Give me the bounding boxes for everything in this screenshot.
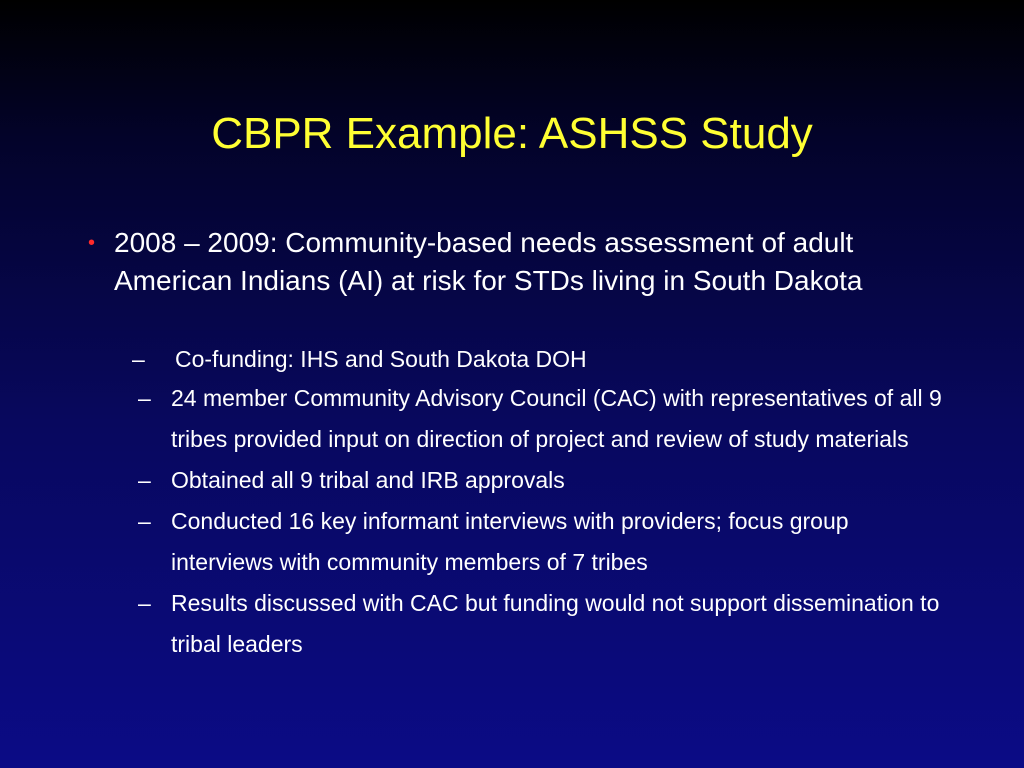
slide-title: CBPR Example: ASHSS Study (211, 109, 813, 158)
sub-bullet-item (128, 501, 948, 583)
sub-bullet-marker: – (138, 590, 151, 616)
sub-bullet-marker: – (138, 385, 151, 411)
sub-bullet-item (128, 340, 948, 378)
sub-bullet-marker: – (132, 346, 145, 372)
sub-bullet-text: Obtained all 9 tribal and IRB approvals (171, 467, 565, 493)
main-bullet-text: 2008 – 2009: Community-based needs assessment of adult American Indians (AI) at risk for STDs living in South Dakota (114, 227, 863, 296)
sub-bullet-item (128, 378, 948, 460)
sub-bullet-list (128, 340, 948, 665)
sub-bullet-marker: – (138, 467, 151, 493)
sub-bullet-item (128, 460, 948, 501)
sub-bullet-text: Results discussed with CAC but funding would not support dissemination to tribal leaders (171, 590, 940, 657)
sub-bullet-text: 24 member Community Advisory Council (CAC) with representatives of all 9 tribes provided input on direction of project and review of study materials (171, 385, 942, 452)
sub-bullet-text: Co-funding: IHS and South Dakota DOH (175, 346, 587, 372)
bullet-marker: • (88, 232, 96, 254)
main-bullet (88, 224, 948, 300)
sub-bullet-text: Conducted 16 key informant interviews with providers; focus group interviews with community members of 7 tribes (171, 508, 849, 575)
sub-bullet-item (128, 583, 948, 665)
sub-bullet-marker: – (138, 508, 151, 534)
